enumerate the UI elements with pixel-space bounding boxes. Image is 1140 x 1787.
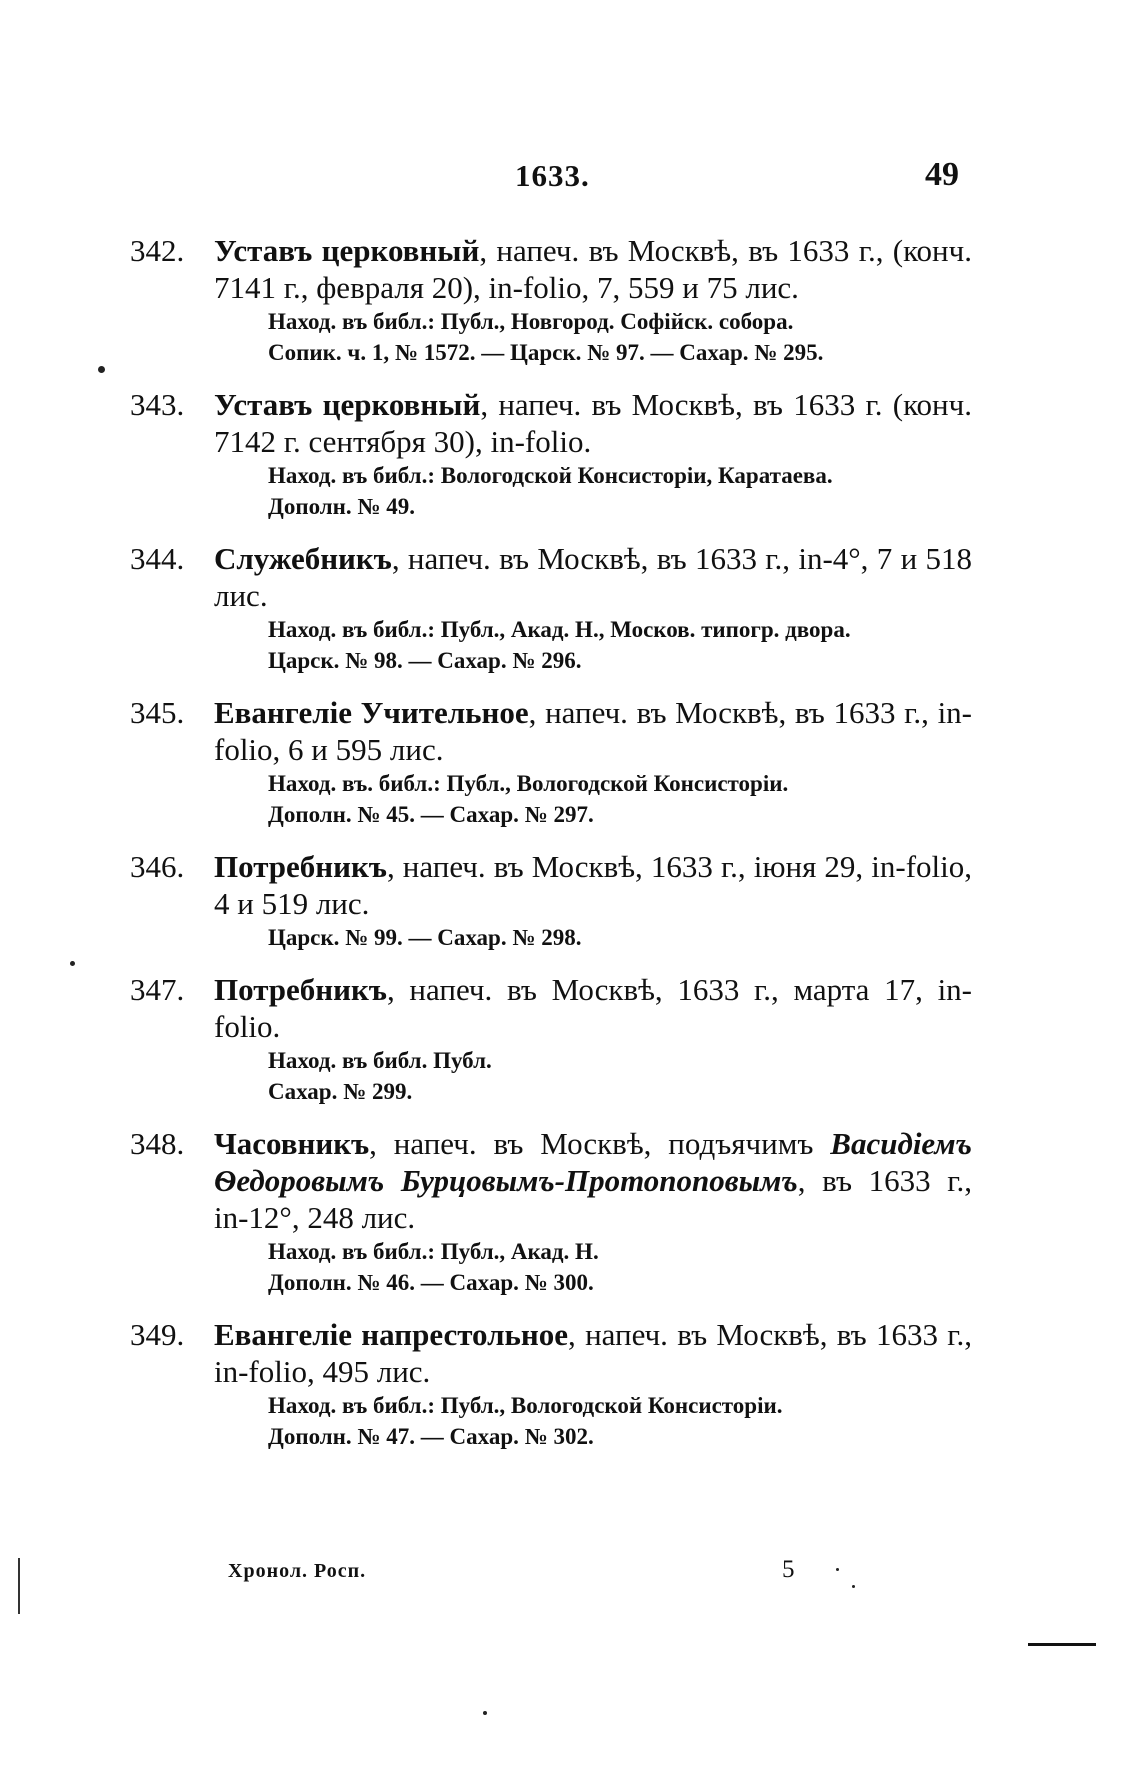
- entry-title: Евангеліе Учительное: [214, 695, 529, 730]
- entry-number: 347.: [130, 972, 185, 1007]
- entry-number: 344.: [130, 541, 185, 576]
- entry-number: 349.: [130, 1317, 185, 1352]
- edge-mark: [18, 1558, 20, 1614]
- entry-343: [130, 386, 972, 522]
- header-year: 1633.: [515, 158, 590, 193]
- running-header: [0, 158, 1140, 208]
- entry-references: Дополн. № 49.: [268, 494, 416, 519]
- scan-speck: [852, 1585, 855, 1588]
- entry-title: Потребникъ: [214, 849, 387, 884]
- entry-location: Наход. въ библ. Публ.: [268, 1048, 492, 1073]
- entry-description: [214, 1125, 972, 1236]
- entry-title: Потребникъ: [214, 972, 387, 1007]
- entry-references: Дополн. № 47. — Сахар. № 302.: [268, 1424, 594, 1449]
- entry-description: [214, 540, 972, 614]
- bibliography-list: [130, 232, 972, 1470]
- entry-number: 348.: [130, 1126, 185, 1161]
- entry-references: Царск. № 98. — Сахар. № 296.: [268, 648, 582, 673]
- page-number: 49: [925, 156, 959, 193]
- entry-details: , напеч. въ Москвѣ, въ 1633 г., in-4°, 7 и 518 лис.: [214, 541, 972, 613]
- entry-title: Уставъ церковный: [214, 233, 480, 268]
- signature-mark: Хронол. Росп.: [228, 1560, 367, 1582]
- entry-number: 346.: [130, 849, 185, 884]
- scan-speck: [70, 961, 75, 966]
- entry-342: [130, 232, 972, 368]
- margin-rule: [1028, 1643, 1096, 1646]
- entry-location: Наход. въ библ.: Вологодской Консисторіи, Каратаева.: [268, 463, 833, 488]
- entry-348: [130, 1125, 972, 1298]
- sheet-number: 5: [782, 1556, 795, 1583]
- entry-347: [130, 971, 972, 1107]
- entry-number: 343.: [130, 387, 185, 422]
- scan-speck: [483, 1711, 487, 1715]
- entry-number: 345.: [130, 695, 185, 730]
- entry-location: Наход. въ библ.: Публ., Вологодской Консисторіи.: [268, 1393, 783, 1418]
- entry-title: Уставъ церковный: [214, 387, 481, 422]
- entry-346: [130, 848, 972, 953]
- entry-description: [214, 971, 972, 1045]
- scan-speck: [836, 1568, 839, 1571]
- entry-description: [214, 386, 972, 460]
- entry-references: Сопик. ч. 1, № 1572. — Царск. № 97. — Сахар. № 295.: [268, 340, 824, 365]
- entry-title: Часовникъ: [214, 1126, 370, 1161]
- page-footer: [0, 1556, 1140, 1600]
- entry-title: Евангеліе напрестольное: [214, 1317, 569, 1352]
- entry-references: Царск. № 99. — Сахар. № 298.: [268, 925, 582, 950]
- entry-description: [214, 1316, 972, 1390]
- entry-location: Наход. въ библ.: Публ., Акад. Н., Москов. типогр. двора.: [268, 617, 851, 642]
- entry-references: Дополн. № 46. — Сахар. № 300.: [268, 1270, 594, 1295]
- entry-345: [130, 694, 972, 830]
- printer-name: Васидіемъ Ѳедоровымъ Бурцовымъ-Протопоповымъ: [214, 1126, 972, 1198]
- entry-references: Сахар. № 299.: [268, 1079, 413, 1104]
- entry-details: , напеч. въ Москвѣ, въ 1633 г. (конч. 7142 г. сентября 30), in-folio.: [214, 387, 972, 459]
- entry-description: [214, 694, 972, 768]
- entry-details: , напеч. въ Москвѣ, въ 1633 г., (конч. 7141 г., февраля 20), in-folio, 7, 559 и 75 лис.: [214, 233, 972, 305]
- entry-details: , напеч. въ Москвѣ, 1633 г., іюня 29, in-folio, 4 и 519 лис.: [214, 849, 972, 921]
- entry-description: [214, 232, 972, 306]
- entry-title: Служебникъ: [214, 541, 392, 576]
- entry-details: , напеч. въ Москвѣ, въ 1633 г., in-folio, 495 лис.: [214, 1317, 972, 1389]
- entry-details-cont: , въ 1633 г., in-12°, 248 лис.: [214, 1163, 972, 1235]
- entry-location: Наход. въ библ.: Публ., Новгород. Софійск. собора.: [268, 309, 794, 334]
- scan-speck: [98, 366, 105, 373]
- entry-description: [214, 848, 972, 922]
- entry-location: Наход. въ. библ.: Публ., Вологодской Консисторіи.: [268, 771, 789, 796]
- entry-349: [130, 1316, 972, 1452]
- entry-details: , напеч. въ Москвѣ, подъячимъ: [369, 1126, 831, 1161]
- entry-number: 342.: [130, 233, 185, 268]
- entry-references: Дополн. № 45. — Сахар. № 297.: [268, 802, 594, 827]
- entry-details: , напеч. въ Москвѣ, 1633 г., марта 17, in-folio.: [214, 972, 972, 1044]
- entry-344: [130, 540, 972, 676]
- entry-details: , напеч. въ Москвѣ, въ 1633 г., in-folio, 6 и 595 лис.: [214, 695, 972, 767]
- entry-location: Наход. въ библ.: Публ., Акад. Н.: [268, 1239, 599, 1264]
